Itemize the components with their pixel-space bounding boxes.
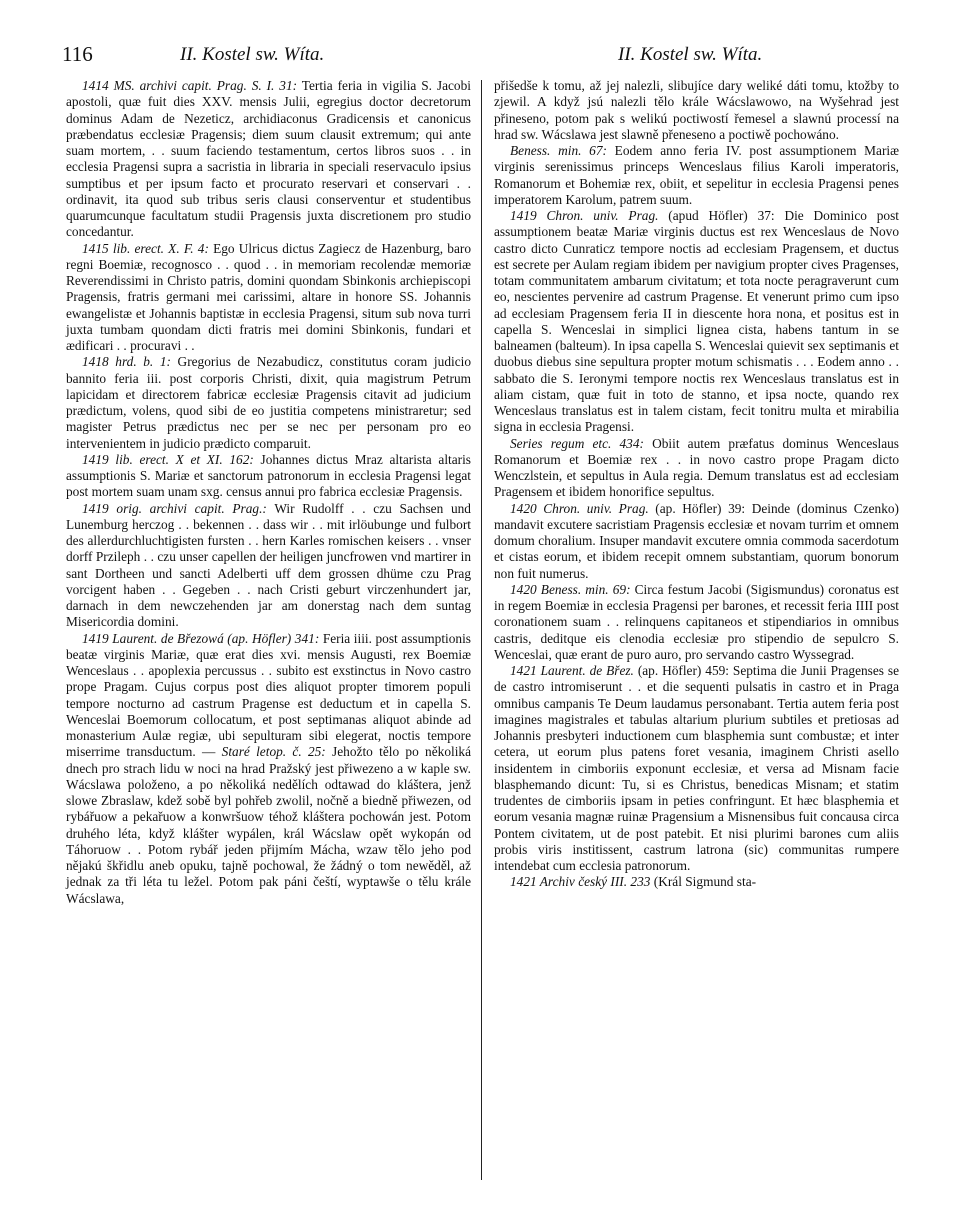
entry-text: Circa festum Jacobi (Sigismundus) coronatus est in regem Boemiæ in ecclesia Pragensi per barones, et recessit feria IIII post coronationem suam . . relinquens capitaneos et stipendiarios in omnibus castris, deditque eis clenodia ecclesiæ pro stipendio de sepulcro S. Wenceslai, quæ erant de puro auro, pro servando castro Wyssegrad. (494, 581, 899, 662)
entry-text: Johannes dictus Mraz altarista altaris assumptionis S. Mariæ et sanctorum patronorum in ecclesia Pragensi legat post mortem suam unam sxg. census annui pro fabrica ecclesiæ Pragensis. (66, 451, 471, 500)
source-citation: 1419 Laurent. de Březowá (ap. Höfler) 341: (82, 630, 320, 646)
entry-paragraph (66, 501, 471, 631)
entry-text: přišedše k tomu, až jej nalezli, slibujíce dary weliké dáti tomu, ktožby to zjewil. A když jsú nalezli tělo krále Wácslawowo, na Wyšehrad jest přineseno, potom pak s welikú poctiwostí řemesel a slawnú processí na hrad sw. Wácslawa jest slawně přeneseno a poctiwě pochowáno. (494, 78, 899, 142)
entry-text: Obiit autem præfatus dominus Wenceslaus Romanorum et Boemiæ rex . . in novo castro prope Pragam dicto Wenczlstein, et sepultus in Aula regia. Demum translatus est ad ecclesiam Pragensem et ibidem honorifice sepultus. (494, 435, 899, 500)
running-title-right: II. Kostel sw. Wíta. (618, 44, 763, 65)
entry-text: Wir Rudolff . . czu Sachsen und Lunemburg herczog . . bekennen . . dass wir . . mit irlöubunge und fulbort des allerdurchluchtigisten fursten . . hern Karles romischen keisers . . vnser dorff Przileph . . czu unser capellen der heiligen juncfrowen vnd martirer in sant Dortheen und sancti Adelberti uff dem grossen dhüme czu Prag vorcigent haben . . Gegeben . . nach Cristi geburt virczenhundert jar, darnach in dem newczehenden jar am donerstag nach dem suntag Misericordia domini. (66, 500, 471, 630)
entry-text: (apud Höfler) 37: Die Dominico post assumptionem beatæ Mariæ virginis ductus est rex Wenceslaus de Novo castro dicto Cunraticz tempore noctis ad ecclesiam Pragensem, et ductus est secrete per Aulam regiam ibidem per navigium propter cives Pragenses, totam communitatem ambarum civitatum; et tota nocte peragraverunt cum eo, nescientes pervenire ad castrum Pragense. Et venerunt primo cum ipso ad ecclesiam Pragensem feria II in diescente hora nona, et positus est in capella S. Wenceslai in simplici lignea cista, habens tantum in se balneamen (balteum). In ipsa capella S. Wenceslai quievit sex septimanis et duobus diebus sine sepultura propter motum schismatis . . . Eodem anno . . sabbato die S. Ieronymi tempore noctis rex Wenceslaus translatus est in aliam cistam, quæ fuit in toto de stanno, et ipsa nocte, quando rex Wenceslaus translatus est in talem cistam, fecit tonitru multa et mirabilia signa in ecclesia Pragensi. (494, 208, 899, 435)
entry-paragraph (494, 663, 899, 874)
column-divider (481, 80, 482, 1180)
entry-paragraph (66, 354, 471, 452)
source-citation: 1421 Archiv český III. 233 (510, 874, 651, 890)
source-citation: Beness. min. 67: (510, 143, 607, 158)
left-column (66, 78, 471, 907)
entry-paragraph (66, 452, 471, 501)
source-citation: 1414 MS. archivi capit. Prag. S. I. 31: (82, 78, 298, 93)
entry-paragraph (494, 78, 899, 143)
entry-text: Feria iiii. post assumptionis beatæ virginis Mariæ, quæ erat dies xvi. mensis Augusti, rex Boemiæ Wenceslaus . . apoplexia percussus . . subito est exstinctus in Novo castro prope Pragam. Cujus corpus post dies aliquot propter timorem populi tempore nocturno ad castrum Pragense est deductum et in capella S. Wenceslai Boemorum collocatum, et post septimanas aliquot abinde ad monasterium Aulæ regiæ, ubi sepulturam sibi elegerat, noctis tempore miserrime transductum. — (66, 630, 471, 760)
entry-paragraph (66, 78, 471, 241)
entry-paragraph (494, 143, 899, 208)
entry-text: (ap. Höfler) 459: Septima die Junii Pragenses se de castro intromiserunt . . et die sequenti pulsatis in castro et in Praga omnibus campanis Te Deum laudamus personabant. Tertia autem feria post imagines magistrales et tabulas altarium plurium subtiles et pretiosas ad Johannis presbyteri inductionem cum blasphemia sunt combustæ; et inter cetera, ut eorum plus patens foret vesania, imaginem Christi asello insidentem in cimboriis exponunt ecclesiæ, et versa ad Misnam facie blasphemando dicunt: Tu, si es Christus, benedicas Misnam; et statim trudentes de cimboriis ipsam in peties confringunt. Et hæc blasphemia et eorum vesania magnæ ruinæ Pragensium a Misnensibus fuit concausa circa Pontem civitatem, ut de post patebit. Et nisi plurimi barones cum aliis probis viris institissent, castrum latrona (sic) communitas rumpere intendebat cum ecclesia patronorum. (494, 663, 899, 873)
entry-paragraph (494, 501, 899, 582)
entry-paragraph (494, 208, 899, 436)
entry-text: Gregorius de Nezabudicz, constitutus coram judicio bannito feria iii. post corporis Christi, dixit, quia magistrum Petrum lapicidam et directorem fabricæ ecclesiæ Pragensis citavit ad judicium prædictum, volens, quod sibi de eo justitia competens ministraretur; sed magister Petrus prædictus nec per se nec per personam pro eo intervenientem in judicio prædicto comparuit. (66, 354, 471, 451)
source-citation: Staré letop. č. 25: (221, 744, 326, 760)
entry-paragraph (494, 582, 899, 663)
right-column (494, 78, 899, 891)
entry-text: (ap. Höfler) 39: Deinde (dominus Czenko) mandavit excutere sacristiam Pragensis ecclesiæ et novam turrim et omnem domum choralium. Insuper mandavit excutere omnia commoda sacerdotum et cistas eorum, et ibidem recepit omnem substantiam, quorum bonorum non fuit numerus. (494, 500, 899, 581)
source-citation: 1419 lib. erect. X et XI. 162: (82, 451, 254, 467)
entry-text: Tertia feria in vigilia S. Jacobi apostoli, quæ fuit dies XXV. mensis Julii, egregius doctor decretorum dominus Adam de Nezeticz, archidiaconus Gradicensis et canonicus præbendatus ecclesiæ Pragensis; diem suum clausit extremum; qui ante suam mortem, . . suum faciendo testamentum, certos libros suos . . in ecclesia Pragensi supra a sacristia in libraria in speciali reservaculo ipsius sumptibus et per ipsum facto et procurato reservari et conservari . . ordinavit, ita quod sub tribus seris clausi conserventur et studentibus quarumcunque facultatum studii Pragensis juxta discretionem pro studio concedantur. (66, 78, 471, 240)
entry-paragraph (494, 874, 899, 890)
source-citation: 1419 orig. archivi capit. Prag.: (82, 500, 267, 516)
source-citation: 1420 Beness. min. 69: (510, 581, 631, 597)
source-citation: 1420 Chron. univ. Prag. (510, 500, 649, 516)
entry-paragraph (494, 436, 899, 501)
running-title-left: II. Kostel sw. Wíta. (180, 44, 325, 65)
page-header (62, 36, 898, 66)
source-citation: 1421 Laurent. de Břez. (510, 663, 634, 678)
entry-paragraph (66, 241, 471, 355)
entry-text: (Král Sigmund sta- (650, 874, 757, 890)
entry-paragraph (66, 631, 471, 907)
source-citation: 1419 Chron. univ. Prag. (510, 208, 659, 223)
source-citation: 1418 hrd. b. 1: (82, 354, 171, 370)
entry-text: Eodem anno feria IV. post assumptionem Mariæ virginis serenissimus princeps Wenceslaus filius Karoli imperatoris, Romanorum et Bohemiæ rex, obiit, et sepelitur in ecclesia Pragensi penes imperatorem Karolum, patrem suum. (494, 143, 900, 207)
entry-text: Ego Ulricus dictus Zagiecz de Hazenburg, baro regni Boemiæ, recognosco . . quod . . in memoriam recolendæ memoriæ Reverendissimi in Christo patris, domini quondam Sbinkonis archiepiscopi Pragensis, fratris germani mei carissimi, altare in honore SS. Johannis ewangelistæ et Johannis baptistæ in ecclesia Pragensi, situm sub nova turri juxta tumbam quondam dicti fratris mei domini Sbinkonis, fundari et ædificari . . procuravi . . (66, 240, 471, 353)
entry-text: Jehožto tělo po několiká dnech pro strach lidu w noci na hrad Pražský jest přiwezeno a w kaple sw. Wácslawa položeno, a po několiká nedělích odtawad do kláštera, jenž slowe Zbraslaw, kdež sobě byl pohřeb zwolil, nočně a biedně přiwezen, od rybářuow a pekařuow a konwršuow téhož kláštera pochowán jest. Potom druhého léta, když klášter wypálen, král Wácslaw opět wykopán od Táhoruow . . Potom rybář jeden přijmím Mácha, wzaw tělo jeho pod nějakú škřidlu aneb opuku, tajně pochowal, že žádný o tom newěděl, až jednak za tři léta tu ležel. Potom pak páni čeští, wyptawše o tělu krále Wácslawa, (66, 744, 472, 906)
source-citation: Series regum etc. 434: (510, 435, 644, 451)
page-number: 116 (62, 42, 93, 66)
source-citation: 1415 lib. erect. X. F. 4: (82, 240, 209, 256)
